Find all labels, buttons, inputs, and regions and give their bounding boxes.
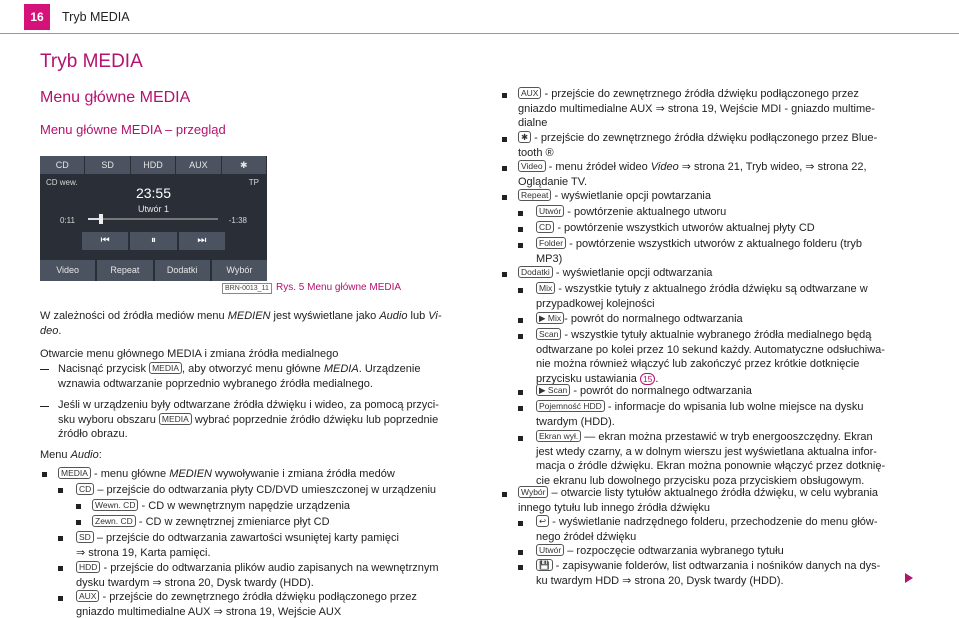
item-save-to-hdd: 💾 - zapisywanie folderów, list odtwarzania i nośników danych na dys- ku twardym HDD ⇒ strona 20, Dysk twardy (HDD). — [536, 560, 881, 587]
bullet — [518, 288, 523, 293]
tab-sd[interactable]: SD — [85, 156, 130, 174]
dash-marker — [40, 369, 49, 370]
tp-indicator: TP — [248, 178, 259, 187]
progress-track — [88, 218, 218, 220]
bullet — [76, 504, 81, 509]
item-play-selected: Utwór – rozpoczęcie odtwarzania wybranego tytułu — [536, 544, 784, 559]
figure-caption: Rys. 5 Menu główne MEDIA — [276, 282, 402, 293]
header-bar — [0, 0, 959, 34]
item-video: Video - menu źródeł wideo Video ⇒ strona 21, Tryb wideo, ⇒ strona 22, Oglądanie TV. — [518, 161, 867, 188]
next-track-button[interactable]: ⏭ — [179, 232, 225, 250]
item-external-cd: Zewn. CD - CD w zewnętrznej zmieniarce płyt CD — [92, 515, 330, 530]
item-hdd-capacity: Pojemność HDD - informacje do wpisania lub wolne miejsce na dysku twardym (HDD). — [536, 401, 864, 428]
item-repeat-folder: Folder - powtórzenie wszystkich utworów z aktualnego folderu (tryb MP3) — [536, 238, 862, 265]
bullet — [58, 566, 63, 571]
media-key: MEDIA — [149, 362, 182, 374]
intro-paragraph: W zależności od źródła mediów menu MEDIEN jest wyświetlane jako Audio lub Vi- deo. — [40, 310, 442, 337]
item-aux: AUX - przejście do zewnętrznego źródła dźwięku podłączonego przez gniazdo multimedialne AUX ⇒ strona 19, Wejście AUX — [76, 591, 417, 618]
playback-controls — [82, 232, 225, 250]
bullet — [518, 227, 523, 232]
bullet — [58, 536, 63, 541]
item-cd: CD – przejście do odtwarzania płyty CD/DVD umieszczonej w urządzeniu — [76, 483, 436, 498]
bullet — [502, 195, 507, 200]
tab-hdd[interactable]: HDD — [131, 156, 176, 174]
item-mix-off: ▶ Mix - powrót do normalnego odtwarzania — [536, 312, 743, 327]
save-icon: 💾 — [536, 559, 553, 571]
function-buttons — [40, 260, 267, 281]
subheading-open-menu: Otwarcie menu głównego MEDIA i zmiana źródła medialnego — [40, 348, 339, 360]
video-button[interactable]: Video — [40, 260, 95, 281]
source-label: CD wew. — [46, 178, 78, 187]
item-sd: SD – przejście do odtwarzania zawartości wsuniętej karty pamięci ⇒ strona 19, Karta pamięci. — [76, 532, 399, 559]
item-scan: Scan - wszystkie tytuły aktualnie wybranego źródła medialnego będą odtwarzane po kolei przez 10 sekund każdy. Automatyczne odsłuchiwa- nie można również włączyć lub zakończyć przez krótkie dotknięcie przycisku ustawiania 15 . — [536, 329, 885, 385]
bullet — [58, 596, 63, 601]
item-repeat-track: Utwór - powtórzenie aktualnego utworu — [536, 205, 726, 220]
item-screen-off: Ekran wył. — ekran można przestawić w tryb energooszczędny. Ekran jest wtedy czarny, a w dolnym wierszu jest wyświetlana aktualna infor- macja o źródle dźwięku. Ekran można ponownie włączyć przez dotknię- cie ekranu lub dowolnego przycisku poza przyciskiem obsługowym. — [536, 431, 886, 487]
item-repeat-cd: CD - powtórzenie wszystkich utworów aktualnej płyty CD — [536, 221, 815, 236]
bullet — [518, 390, 523, 395]
remaining-time: -1:38 — [228, 216, 247, 225]
setting-knob-ref: 15 — [640, 373, 655, 385]
select-button[interactable]: Wybór — [212, 260, 267, 281]
media-screen-figure — [40, 156, 267, 281]
pause-button[interactable]: ⏸ — [130, 232, 176, 250]
bluetooth-icon: ✱ — [518, 131, 531, 143]
page-number: 16 — [24, 4, 50, 30]
item-media: MEDIA - menu główne MEDIEN wywoływanie i zmiana źródła medów — [58, 467, 395, 482]
chapter-title: Tryb MEDIA — [40, 51, 143, 72]
bluetooth-icon[interactable]: ✱ — [222, 156, 267, 174]
bullet — [518, 334, 523, 339]
bullet — [502, 272, 507, 277]
step-switch-source: Jeśli w urządzeniu były odtwarzane źródła dźwięku i wideo, za pomocą przyci- sku wyboru obszaru MEDIA wybrać poprzednie źródło dźwięku lub poprzednie źródło obrazu. — [58, 399, 439, 441]
item-select: Wybór – otwarcie listy tytułów aktualnego źródła dźwięku, w celu wybrania innego tytułu lub innego źródła dźwięku — [518, 487, 879, 514]
repeat-button[interactable]: Repeat — [97, 260, 152, 281]
bullet — [502, 492, 507, 497]
source-tabs — [40, 156, 267, 174]
elapsed-time: 0:11 — [60, 216, 75, 225]
item-internal-cd: Wewn. CD - CD w wewnętrznym napędzie urządzenia — [92, 499, 350, 514]
item-mix: Mix - wszystkie tytuły z aktualnego źródła dźwięku są odtwarzane w przypadkowej kolejności — [536, 283, 868, 310]
audio-menu-label: Menu Audio: — [40, 449, 102, 461]
item-repeat: Repeat - wyświetlanie opcji powtarzania — [518, 189, 711, 204]
figure-id: BRN-0013_11 — [222, 283, 272, 294]
bullet — [518, 436, 523, 441]
progress-bar[interactable] — [88, 213, 218, 225]
running-head: Tryb MEDIA — [62, 10, 130, 24]
bullet — [518, 211, 523, 216]
track-title: Utwór 1 — [137, 204, 169, 214]
bullet — [502, 93, 507, 98]
bullet — [502, 166, 507, 171]
progress-knob[interactable] — [99, 214, 103, 224]
item-scan-off: ▶ Scan - powrót do normalnego odtwarzania — [536, 384, 752, 399]
back-icon: ↩ — [536, 515, 549, 527]
item-hdd: HDD - przejście do odtwarzania plików audio zapisanych na wewnętrznym dysku twardym ⇒ strona 20, Dysk twardy (HDD). — [76, 562, 439, 589]
item-bluetooth: ✱ - przejście do zewnętrznego źródła dźwięku podłączonego przez Blue- tooth ® — [518, 132, 878, 159]
bullet — [518, 550, 523, 555]
step-press-media: Nacisnąć przycisk MEDIA , aby otworzyć menu główne MEDIA. Urządzenie wznawia odtwarzanie poprzednio wybranego źródła medialnego. — [58, 363, 421, 390]
bullet — [518, 521, 523, 526]
tab-cd[interactable]: CD — [40, 156, 85, 174]
bullet — [42, 472, 47, 477]
tab-aux[interactable]: AUX — [176, 156, 221, 174]
previous-track-button[interactable]: ⏮ — [82, 232, 128, 250]
bullet — [518, 406, 523, 411]
dash-marker — [40, 406, 49, 407]
item-parent-folder: ↩ - wyświetlanie nadrzędnego folderu, przechodzenie do menu głów- nego źródeł dźwięku — [536, 516, 878, 543]
bullet — [518, 318, 523, 323]
bullet — [58, 488, 63, 493]
item-aux-mdi: AUX - przejście do zewnętrznego źródła dźwięku podłączonego przez gniazdo multimedialne AUX ⇒ strona 19, Wejście MDI - gniazdo multime- dialne — [518, 88, 875, 130]
bullet — [518, 243, 523, 248]
section-title: Menu główne MEDIA — [40, 89, 191, 106]
bullet — [518, 565, 523, 570]
continue-arrow-icon — [905, 573, 913, 583]
media-key: MEDIA — [159, 413, 192, 425]
extras-button[interactable]: Dodatki — [155, 260, 210, 281]
item-extras: Dodatki - wyświetlanie opcji odtwarzania — [518, 266, 712, 281]
bullet — [76, 520, 81, 525]
clock: 23:55 — [135, 185, 172, 201]
subsection-title: Menu główne MEDIA – przegląd — [40, 122, 226, 137]
bullet — [502, 137, 507, 142]
